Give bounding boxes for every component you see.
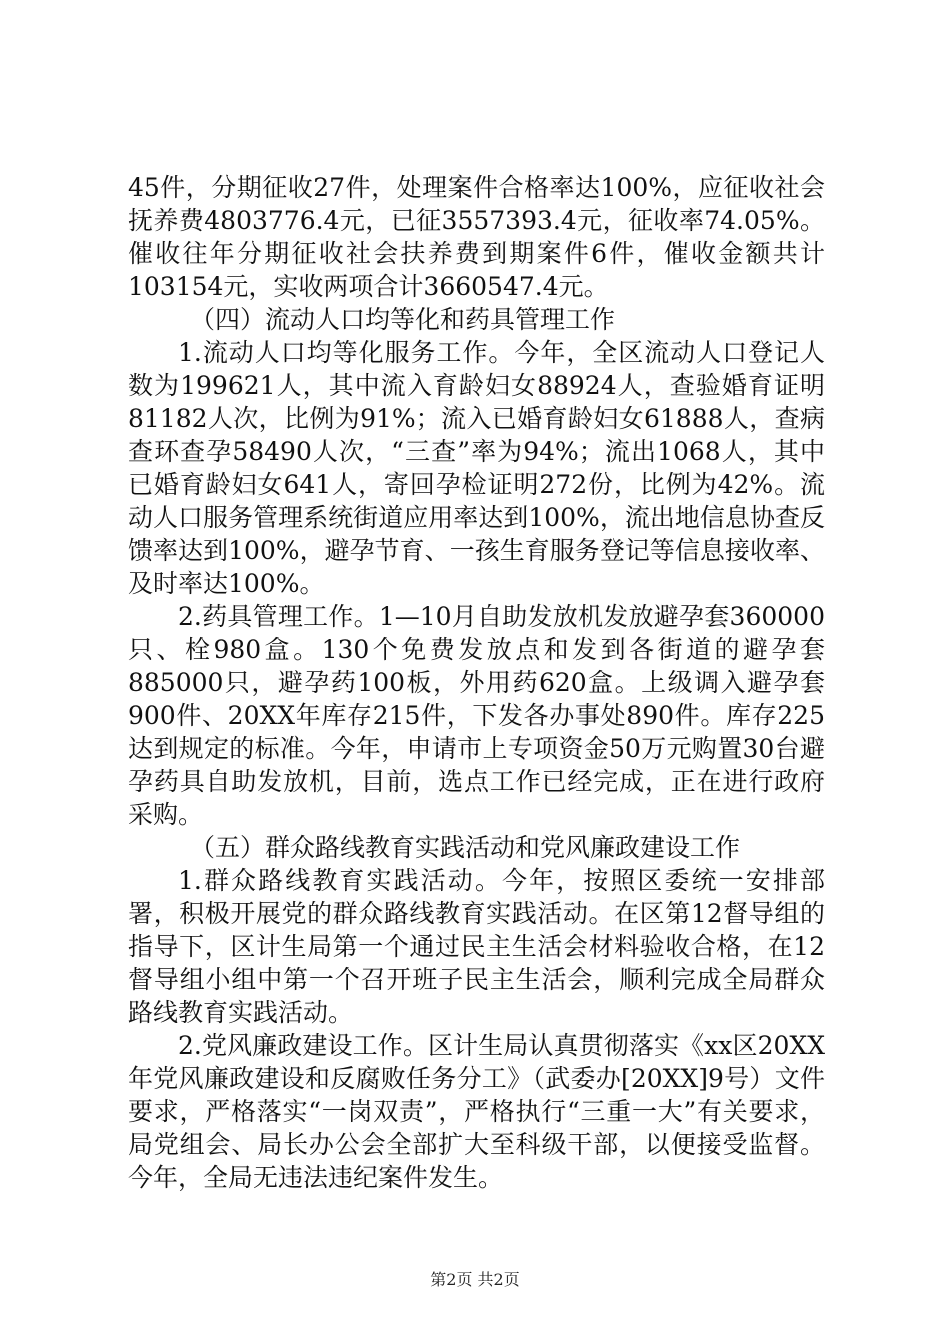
page-footer <box>0 1270 950 1290</box>
paragraph-medicine-management: 2.药具管理工作。1—10月自助发放机发放避孕套360000只、栓980盒。130个免费发放点和发到各街道的避孕套885000只，避孕药100板，外用药620盒。上级调入避孕套900件、20XX年库存215件，下发各办事处890件。库存225达到规定的标准。今年，申请市上专项资金50万元购置30台避孕药具自助发放机，目前，选点工作已经完成，正在进行政府采购。 <box>128 602 825 829</box>
paragraph-mass-line-education: 1.群众路线教育实践活动。今年，按照区委统一安排部署，积极开展党的群众路线教育实践活动。在区第12督导组的指导下，区计生局第一个通过民主生活会材料验收合格，在12督导组小组中第一个召开班子民主生活会，顺利完成全局群众路线教育实践活动。 <box>128 866 825 1027</box>
paragraph-floating-population: 1.流动人口均等化服务工作。今年，全区流动人口登记人数为199621人，其中流入育龄妇女88924人，查验婚育证明81182人次，比例为91%；流入已婚育龄妇女61888人，查病查环查孕58490人次，“三查”率为94%；流出1068人，其中已婚育龄妇女641人，寄回孕检证明272份，比例为42%。流动人口服务管理系统街道应用率达到100%，流出地信息协查反馈率达到100%，避孕节育、一孩生育服务登记等信息接收率、及时率达100%。 <box>128 338 825 598</box>
section-heading-5: （五）群众路线教育实践活动和党风廉政建设工作 <box>190 833 741 862</box>
paragraph-party-integrity: 2.党风廉政建设工作。区计生局认真贯彻落实《xx区20XX年党风廉政建设和反腐败任务分工》（武委办[20XX]9号）文件要求，严格落实“一岗双责”，严格执行“三重一大”有关要求，局党组会、局长办公会全部扩大至科级干部，以便接受监督。今年，全局无违法违纪案件发生。 <box>128 1031 825 1192</box>
section-heading-4: （四）流动人口均等化和药具管理工作 <box>190 305 616 334</box>
page-number: 第2页 共2页 <box>430 1270 520 1289</box>
document-body <box>128 171 825 1194</box>
paragraph-continuation: 45件，分期征收27件，处理案件合格率达100%，应征收社会抚养费4803776.4元，已征3557393.4元，征收率74.05%。催收往年分期征收社会扶养费到期案件6件，催收金额共计103154元，实收两项合计3660547.4元。 <box>128 173 825 301</box>
